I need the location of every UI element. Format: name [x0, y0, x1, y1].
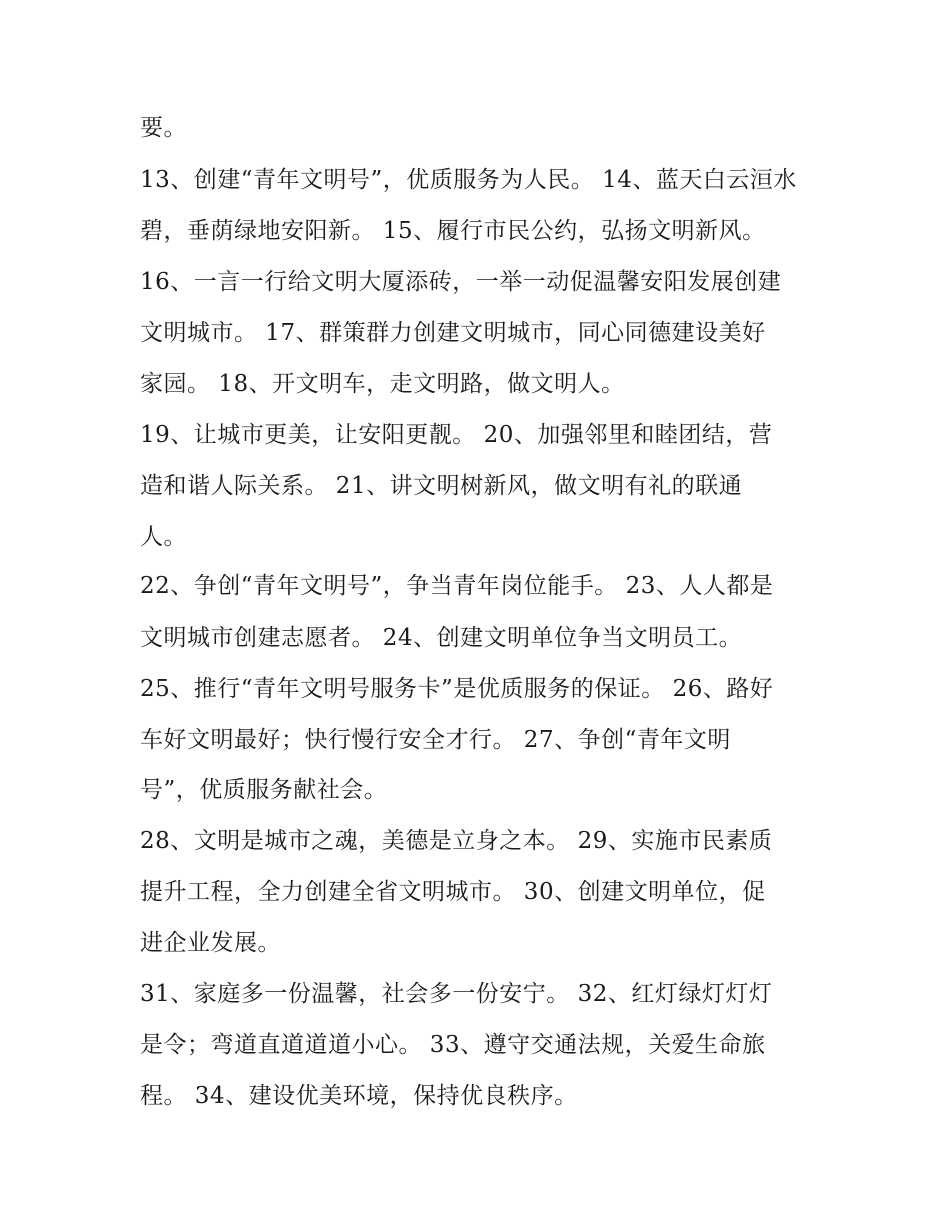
text-line: 13、创建“青年文明号”，优质服务为人民。 14、蓝天白云洹水	[140, 167, 797, 193]
text-line: 19、让城市更美，让安阳更靓。 20、加强邻里和睦团结，营	[140, 422, 773, 448]
text-line: 人。	[140, 524, 187, 550]
text-line: 16、一言一行给文明大厦添砖，一举一动促温馨安阳发展创建	[140, 269, 782, 295]
text-line: 造和谐人际关系。 21、讲文明树新风，做文明有礼的联通	[140, 473, 743, 499]
text-line: 文明城市创建志愿者。 24、创建文明单位争当文明员工。	[140, 625, 743, 651]
text-line: 程。 34、建设优美环境，保持优良秩序。	[140, 1083, 578, 1109]
text-line: 提升工程，全力创建全省文明城市。 30、创建文明单位，促	[140, 879, 766, 905]
text-line: 22、争创“青年文明号”，争当青年岗位能手。 23、人人都是	[140, 573, 774, 599]
text-line: 文明城市。 17、群策群力创建文明城市，同心同德建设美好	[140, 320, 766, 346]
text-line: 号”，优质服务献社会。	[140, 777, 388, 803]
text-line: 车好文明最好；快行慢行安全才行。 27、争创“青年文明	[140, 727, 731, 753]
text-line: 31、家庭多一份温馨，社会多一份安宁。 32、红灯绿灯灯灯	[140, 981, 773, 1007]
text-line: 家园。 18、开文明车，走文明路，做文明人。	[140, 371, 625, 397]
text-line: 碧，垂荫绿地安阳新。 15、履行市民公约，弘扬文明新风。	[140, 218, 766, 244]
text-line: 28、文明是城市之魂，美德是立身之本。 29、实施市民素质	[140, 828, 773, 854]
text-line: 进企业发展。	[140, 930, 281, 956]
text-line: 是令；弯道直道道道小心。 33、遵守交通法规，关爱生命旅	[140, 1032, 766, 1058]
text-line: 要。	[140, 115, 187, 141]
text-line: 25、推行“青年文明号服务卡”是优质服务的保证。 26、路好	[140, 676, 774, 702]
